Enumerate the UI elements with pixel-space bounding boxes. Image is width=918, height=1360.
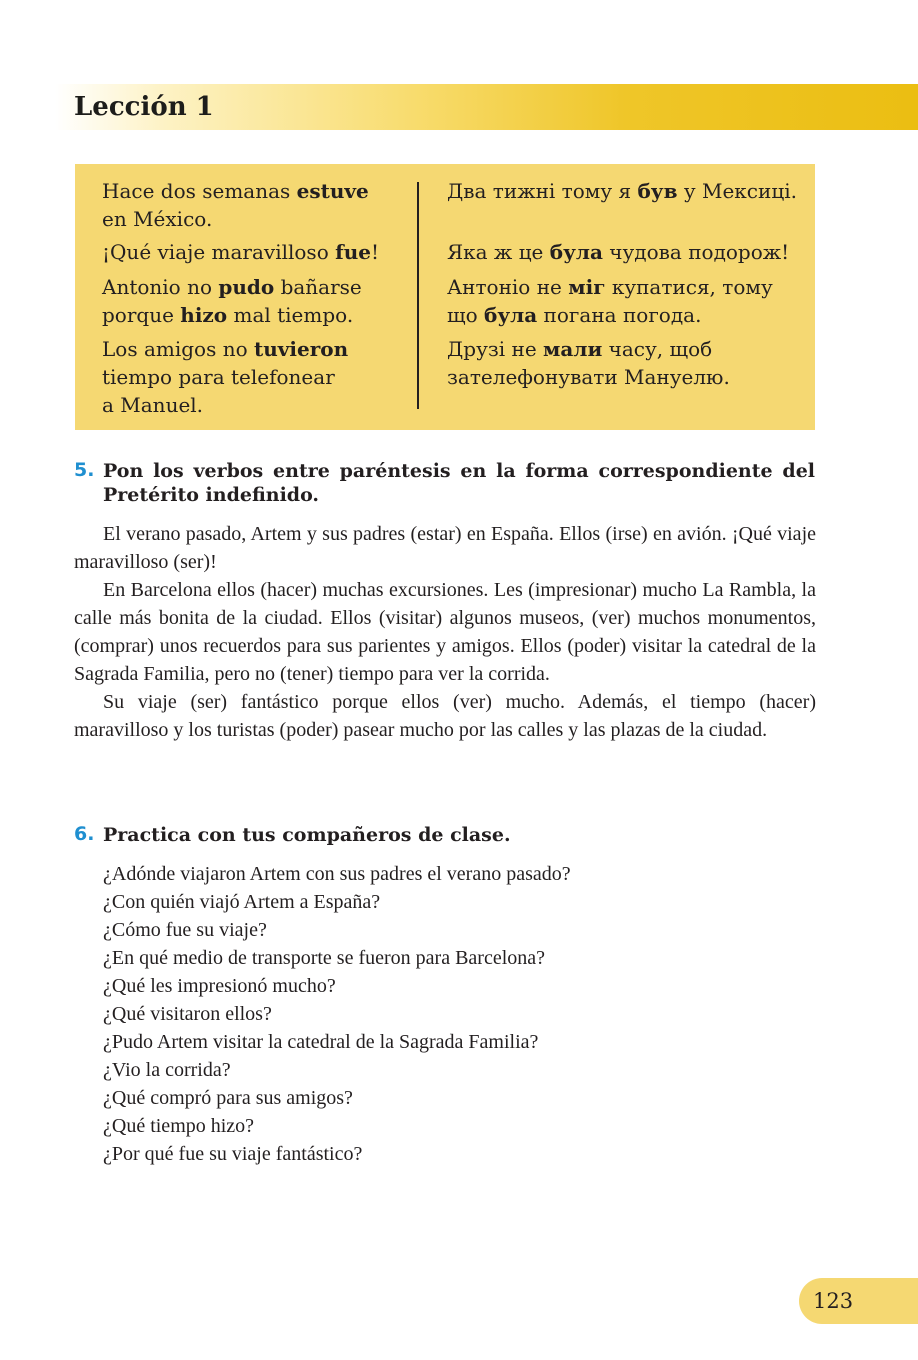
spanish-example-3: Antonio no pudo bañarse porque hizo mal tiempo.: [102, 275, 362, 327]
exercise-5-text: [74, 520, 816, 744]
column-divider: [417, 182, 419, 409]
exercise-5-paragraph: El verano pasado, Artem y sus padres (estar) en España. Ellos (irse) en avión. ¡Qué viaje maravilloso (ser)!: [74, 523, 816, 573]
ukrainian-translation-3: Антоніо не міг купатися, тому що була погана погода.: [447, 275, 773, 327]
spanish-example-2: ¡Qué viaje maravilloso fue!: [102, 240, 380, 264]
question-item: ¿Qué visitaron ellos?: [103, 1003, 272, 1025]
question-item: ¿Pudo Artem visitar la catedral de la Sagrada Familia?: [103, 1031, 539, 1053]
question-item: ¿En qué medio de transporte se fueron para Barcelona?: [103, 947, 546, 969]
exercise-5-paragraph: Su viaje (ser) fantástico porque ellos (ver) mucho. Además, el tiempo (hacer) maravilloso y los turistas (poder) pasear mucho por las calles y las plazas de la ciudad.: [74, 691, 816, 741]
spanish-example-4: Los amigos no tuvieron tiempo para telefonear a Manuel.: [102, 337, 349, 417]
question-item: ¿Cómo fue su viaje?: [103, 919, 267, 941]
spanish-example-1: Hace dos semanas estuve en México.: [102, 179, 369, 231]
question-item: ¿Qué compró para sus amigos?: [103, 1087, 353, 1109]
ukrainian-translation-1: Два тижні тому я був у Мексиці.: [447, 179, 797, 203]
lesson-title: Lección 1: [74, 92, 214, 122]
exercise-6-instruction: Practica con tus compañeros de clase.: [103, 824, 511, 846]
question-item: ¿Qué les impresionó mucho?: [103, 975, 336, 997]
question-item: ¿Adónde viajaron Artem con sus padres el verano pasado?: [103, 863, 571, 885]
question-item: ¿Qué tiempo hizo?: [103, 1115, 255, 1137]
question-item: ¿Por qué fue su viaje fantástico?: [103, 1143, 363, 1165]
exercise-5-paragraph: En Barcelona ellos (hacer) muchas excursiones. Les (impresionar) mucho La Rambla, la calle más bonita de la ciudad. Ellos (visitar) algunos museos, (ver) muchos monumentos, (comprar) unos recuerdos para sus parientes y amigos. Ellos (poder) visitar la catedral de la Sagrada Familia, pero no (tener) tiempo para ver la corrida.: [74, 579, 816, 685]
page-number: 123: [813, 1289, 854, 1313]
exercise-6-questions: [103, 860, 571, 1168]
ukrainian-translation-2: Яка ж це була чудова подорож!: [447, 240, 790, 264]
grammar-example-box: [75, 164, 815, 430]
exercise-5-number: 5.: [74, 459, 95, 481]
ukrainian-translation-4: Друзі не мали часу, щоб зателефонувати Мануелю.: [447, 337, 730, 389]
question-item: ¿Con quién viajó Artem a España?: [103, 891, 381, 913]
exercise-6-number: 6.: [74, 823, 95, 845]
question-item: ¿Vio la corrida?: [103, 1059, 231, 1081]
exercise-5-instruction: Pon los verbos entre paréntesis en la forma correspondiente del Pretérito indefinido.: [103, 460, 815, 506]
